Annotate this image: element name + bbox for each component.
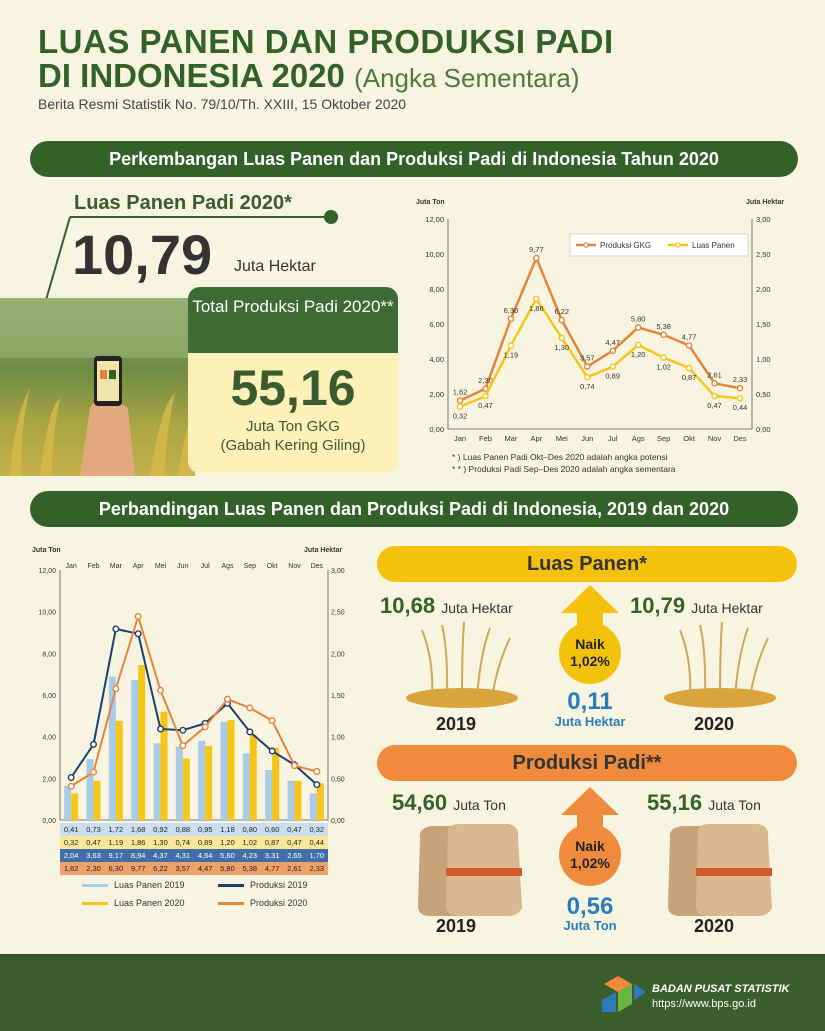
data-point xyxy=(269,718,275,724)
data-label: 6,30 xyxy=(503,305,519,315)
table-cell: 0,74 xyxy=(175,838,191,847)
table-cell: 0,47 xyxy=(287,838,302,847)
data-point xyxy=(457,404,462,409)
table-cell: 0,92 xyxy=(153,825,168,834)
luas-panen-value: 10,79 xyxy=(72,223,213,286)
x-tick-label: Apr xyxy=(530,434,543,443)
table-cell: 0,44 xyxy=(309,838,325,847)
left-tick-label: 0,00 xyxy=(42,818,56,824)
data-point xyxy=(247,705,253,711)
luas-panen-naik-badge xyxy=(559,622,621,684)
right-tick-label: 2,50 xyxy=(331,609,345,617)
table-cell: 1,86 xyxy=(130,838,146,847)
rice-sack-2019-icon xyxy=(410,818,530,918)
x-tick-label: Jan xyxy=(453,434,467,443)
data-point xyxy=(68,783,74,789)
x-tick-label: Des xyxy=(310,563,324,570)
page-title-line2 xyxy=(38,58,580,96)
page-title-year: DI INDONESIA 2020 xyxy=(38,57,345,94)
x-tick-label: Sep xyxy=(243,563,257,570)
left-axis-label: Juta Ton xyxy=(416,199,445,206)
bar xyxy=(295,781,302,820)
data-point xyxy=(202,724,208,730)
x-tick-label: Nov xyxy=(707,434,722,443)
page-title: LUAS PANEN DAN PRODUKSI PADI xyxy=(38,23,614,60)
bar xyxy=(317,783,324,820)
left-tick-label: 6,00 xyxy=(42,693,56,700)
luas-panen-pill: Luas Panen* xyxy=(377,546,797,582)
x-tick-label: Jan xyxy=(65,563,77,570)
data-label: 0,47 xyxy=(707,401,722,411)
x-tick-label: Feb xyxy=(478,434,492,443)
data-point xyxy=(737,396,742,401)
arrow-up-luas-icon xyxy=(561,585,619,625)
year-2019-label-produksi: 2019 xyxy=(436,916,477,936)
x-tick-label: Apr xyxy=(132,563,144,570)
produksi-2020-number: 55,16 xyxy=(647,790,703,815)
bar xyxy=(272,748,279,821)
table-cell: 1,20 xyxy=(220,838,235,847)
data-label: 0,32 xyxy=(452,411,468,421)
data-label: 9,77 xyxy=(529,245,544,255)
x-tick-label: Okt xyxy=(266,563,278,570)
table-cell: 6,22 xyxy=(153,864,168,873)
rice-plant-2019-icon xyxy=(402,620,522,710)
bar xyxy=(265,770,272,820)
left-tick-label: 8,00 xyxy=(429,285,444,294)
bar xyxy=(138,665,145,820)
table-cell: 0,87 xyxy=(264,838,280,847)
left-tick-label: 12,00 xyxy=(38,568,56,575)
right-tick-label: 3,00 xyxy=(756,215,771,224)
luas-panen-title: Luas Panen Padi 2020* xyxy=(74,192,292,214)
table-row-luas-2019 xyxy=(60,823,328,836)
data-label: 2,33 xyxy=(732,375,748,385)
data-label: 1,20 xyxy=(630,350,646,359)
data-label: 1,19 xyxy=(503,350,519,360)
left-tick-label: 10,00 xyxy=(38,609,56,617)
x-tick-label: Okt xyxy=(683,434,695,443)
data-point xyxy=(559,318,564,323)
x-tick-label: Nov xyxy=(288,563,301,570)
right-tick-label: 1,50 xyxy=(331,693,345,700)
produksi-title: Total Produksi Padi 2020** xyxy=(188,287,398,353)
left-tick-label: 8,00 xyxy=(42,651,56,659)
data-point xyxy=(269,748,275,754)
bar xyxy=(94,781,101,820)
data-point xyxy=(712,381,717,386)
chart-legend xyxy=(570,234,748,256)
right-tick-label: 0,00 xyxy=(331,818,345,824)
note-luas-panen: * ) Luas Panen Padi Okt–Des 2020 adalah angka potensi xyxy=(452,452,668,462)
data-point xyxy=(661,332,666,337)
naik-percent: 1,02% xyxy=(570,855,610,871)
x-tick-label: Ags xyxy=(221,563,234,570)
data-point xyxy=(135,614,141,620)
bps-name: BADAN PUSAT STATISTIK xyxy=(652,983,790,995)
table-cell: 0,60 xyxy=(264,825,280,834)
data-point xyxy=(636,342,641,347)
legend-swatch xyxy=(82,902,108,905)
bar xyxy=(154,743,161,820)
bar xyxy=(221,722,228,820)
x-tick-label: Ags xyxy=(631,434,645,443)
page-title-sub: (Angka Sementara) xyxy=(354,63,580,93)
series-line xyxy=(71,629,317,785)
data-point xyxy=(91,769,97,775)
table-cell: 9,17 xyxy=(108,851,124,860)
bar xyxy=(243,753,250,820)
rice-sack-2020-icon xyxy=(660,818,780,918)
left-tick-label: 12,00 xyxy=(425,215,444,224)
data-point xyxy=(534,296,539,301)
rice-field-illustration xyxy=(0,298,195,476)
chart-monthly-2020 xyxy=(412,194,788,450)
data-label: 0,87 xyxy=(681,373,697,383)
data-label: 1,62 xyxy=(452,387,468,397)
legend-label: Luas Panen xyxy=(692,241,735,250)
table-cell: 3,31 xyxy=(264,851,280,860)
left-tick-label: 10,00 xyxy=(425,250,444,259)
data-point xyxy=(585,364,590,369)
data-point xyxy=(636,325,641,330)
data-point xyxy=(661,355,666,360)
year-2020-label-produksi: 2020 xyxy=(694,916,735,936)
bar xyxy=(250,735,257,820)
data-label: 1,86 xyxy=(529,303,544,313)
bar xyxy=(198,741,205,820)
produksi-increase-value: 0,56 xyxy=(566,893,614,920)
right-tick-label: 0,50 xyxy=(756,390,771,399)
arrow-up-produksi-icon xyxy=(561,787,619,827)
table-cell: 4,23 xyxy=(242,851,258,860)
table-cell: 1,02 xyxy=(242,838,258,847)
series-line xyxy=(460,299,740,407)
produksi-2020-value xyxy=(647,790,761,816)
naik-label: Naik xyxy=(575,838,605,854)
legend-produksi-2020 xyxy=(218,898,308,908)
produksi-pill: Produksi Padi** xyxy=(377,745,797,781)
bar xyxy=(116,721,123,820)
data-label: 0,44 xyxy=(732,403,748,413)
legend-swatch xyxy=(218,884,244,887)
produksi-2019-number: 54,60 xyxy=(392,790,448,815)
data-point xyxy=(610,364,615,369)
data-label: 1,30 xyxy=(554,343,570,352)
left-tick-label: 2,00 xyxy=(42,776,56,784)
luas-panen-2019-unit: Juta Hektar xyxy=(441,600,513,616)
table-cell: 3,63 xyxy=(86,851,101,860)
bps-url[interactable]: https://www.bps.go.id xyxy=(652,998,756,1010)
left-tick-label: 6,00 xyxy=(429,320,444,329)
legend-label: Luas Panen 2020 xyxy=(114,898,185,908)
bar xyxy=(71,793,78,820)
legend-luas-2019 xyxy=(82,880,185,890)
data-point xyxy=(247,729,253,735)
x-tick-label: Jul xyxy=(200,563,210,570)
data-point xyxy=(457,398,462,403)
table-cell: 5,38 xyxy=(242,864,258,873)
data-label: 5,38 xyxy=(656,321,671,331)
right-axis-label: Juta Hektar xyxy=(304,547,343,554)
table-cell: 1,18 xyxy=(220,825,235,834)
legend-swatch xyxy=(218,902,244,905)
year-2020-label: 2020 xyxy=(694,714,735,734)
rice-field-photo xyxy=(0,298,195,476)
x-tick-label: Feb xyxy=(87,563,100,570)
data-point xyxy=(314,782,320,788)
table-cell: 1,68 xyxy=(130,825,146,834)
right-tick-label: 0,00 xyxy=(756,425,771,434)
note-produksi: * * ) Produksi Padi Sep–Des 2020 adalah angka sementara xyxy=(452,464,676,474)
left-tick-label: 2,00 xyxy=(429,390,444,399)
produksi-2020-unit: Juta Ton xyxy=(708,797,761,813)
table-cell: 0,88 xyxy=(175,825,191,834)
legend-luas-2020 xyxy=(82,898,185,908)
x-tick-label: Des xyxy=(733,434,747,443)
luas-panen-2020-value xyxy=(630,593,763,619)
bar xyxy=(288,781,295,820)
rice-plant-2020-icon xyxy=(660,620,780,710)
table-cell: 0,32 xyxy=(63,838,79,847)
luas-panen-2019-value xyxy=(380,593,513,619)
naik-label: Naik xyxy=(575,636,605,652)
legend-label: Produksi 2020 xyxy=(250,898,308,908)
right-tick-label: 1,00 xyxy=(756,355,771,364)
bps-logo-icon xyxy=(598,972,648,1016)
produksi-2019-unit: Juta Ton xyxy=(453,797,506,813)
data-point xyxy=(314,769,320,775)
table-cell: 2,04 xyxy=(63,851,79,860)
luas-panen-unit: Juta Hektar xyxy=(234,258,316,275)
table-cell: 2,61 xyxy=(287,864,302,873)
right-tick-label: 3,00 xyxy=(331,568,345,575)
x-tick-label: Mar xyxy=(109,563,122,570)
left-tick-label: 0,00 xyxy=(429,425,444,434)
bar xyxy=(228,720,235,820)
table-cell: 4,77 xyxy=(264,864,280,873)
data-point xyxy=(686,343,691,348)
data-label: 3,57 xyxy=(579,353,595,363)
data-point xyxy=(534,255,539,260)
table-cell: 9,77 xyxy=(130,864,146,873)
luas-panen-2020-number: 10,79 xyxy=(630,593,686,618)
table-row-produksi-2020 xyxy=(60,862,328,875)
right-tick-label: 2,00 xyxy=(331,651,345,659)
table-cell: 1,30 xyxy=(153,838,168,847)
x-tick-label: Mei xyxy=(555,434,568,443)
data-point xyxy=(585,375,590,380)
right-tick-label: 1,50 xyxy=(756,320,771,329)
left-tick-label: 4,00 xyxy=(429,355,444,364)
data-point xyxy=(225,696,231,702)
table-cell: 4,47 xyxy=(197,864,213,873)
x-tick-label: Jun xyxy=(581,434,594,443)
comparison-table xyxy=(60,823,328,875)
data-point xyxy=(508,316,513,321)
table-cell: 0,47 xyxy=(86,838,101,847)
data-label: 2,61 xyxy=(707,370,722,380)
bar xyxy=(183,758,190,820)
legend-marker xyxy=(584,243,588,247)
table-row-produksi-2019 xyxy=(60,849,328,862)
section2-banner: Perbandingan Luas Panen dan Produksi Padi di Indonesia, 2019 dan 2020 xyxy=(30,491,798,527)
bar xyxy=(176,747,183,820)
data-point xyxy=(508,343,513,348)
bar xyxy=(87,759,94,820)
produksi-unit-desc: (Gabah Kering Giling) xyxy=(220,437,366,454)
table-cell: 2,33 xyxy=(309,864,325,873)
table-cell: 5,60 xyxy=(220,851,235,860)
data-point xyxy=(113,626,119,632)
produksi-body xyxy=(188,353,398,473)
legend-label: Luas Panen 2019 xyxy=(114,880,185,890)
table-cell: 1,62 xyxy=(63,864,79,873)
right-tick-label: 2,50 xyxy=(756,250,771,259)
data-label: 4,47 xyxy=(605,337,621,347)
luas-panen-increase-value: 0,11 xyxy=(567,688,613,715)
produksi-box xyxy=(188,287,398,473)
table-cell: 1,70 xyxy=(309,851,325,860)
data-point xyxy=(559,335,564,340)
table-cell: 1,72 xyxy=(108,825,124,834)
data-label: 4,77 xyxy=(681,332,697,342)
table-cell: 4,37 xyxy=(153,851,168,860)
legend-swatch xyxy=(82,884,108,887)
x-tick-label: Jul xyxy=(607,434,618,443)
luas-panen-2019-number: 10,68 xyxy=(380,593,436,618)
data-point xyxy=(135,631,141,637)
table-cell: 0,80 xyxy=(242,825,258,834)
data-point xyxy=(610,348,615,353)
data-point xyxy=(686,366,691,371)
data-point xyxy=(91,742,97,748)
right-tick-label: 2,00 xyxy=(756,285,771,294)
data-point xyxy=(292,763,298,769)
legend-label: Produksi GKG xyxy=(600,241,652,250)
data-label: 2,30 xyxy=(478,375,493,385)
data-point xyxy=(158,726,164,732)
table-row-luas-2020 xyxy=(60,836,328,849)
table-cell: 0,41 xyxy=(63,825,79,834)
right-tick-label: 1,00 xyxy=(331,734,345,742)
section1-banner: Perkembangan Luas Panen dan Produksi Padi di Indonesia Tahun 2020 xyxy=(30,141,798,177)
table-cell: 0,73 xyxy=(86,825,101,834)
chart-comparison-2019-2020 xyxy=(18,540,358,824)
x-tick-label: Mei xyxy=(154,563,167,570)
bar xyxy=(131,680,138,820)
left-tick-label: 4,00 xyxy=(42,734,56,742)
table-cell: 6,30 xyxy=(108,864,124,873)
right-tick-label: 0,50 xyxy=(331,776,345,784)
data-label: 5,80 xyxy=(630,314,646,324)
brs-reference: Berita Resmi Statistik No. 79/10/Th. XXIII, 15 Oktober 2020 xyxy=(38,96,407,112)
data-label: 6,22 xyxy=(554,307,570,317)
x-tick-label: Mar xyxy=(504,434,518,443)
data-point xyxy=(68,775,74,781)
table-cell: 0,95 xyxy=(197,825,213,834)
produksi-unit: Juta Ton GKG xyxy=(246,418,340,435)
table-cell: 8,94 xyxy=(130,851,146,860)
luas-panen-2020-unit: Juta Hektar xyxy=(691,600,763,616)
legend-marker xyxy=(676,243,680,247)
table-cell: 3,57 xyxy=(175,864,191,873)
table-cell: 5,80 xyxy=(220,864,235,873)
data-label: 0,74 xyxy=(579,382,595,392)
data-point xyxy=(712,394,717,399)
luas-panen-increase-unit: Juta Hektar xyxy=(554,714,626,729)
table-cell: 0,89 xyxy=(197,838,213,847)
year-2019-label: 2019 xyxy=(436,714,477,734)
table-cell: 2,30 xyxy=(86,864,101,873)
x-tick-label: Jun xyxy=(177,563,189,570)
data-label: 1,02 xyxy=(656,362,671,372)
produksi-value: 55,16 xyxy=(230,360,356,416)
table-cell: 2,65 xyxy=(287,851,302,860)
produksi-naik-badge xyxy=(559,824,621,886)
produksi-2019-value xyxy=(392,790,506,816)
data-point xyxy=(737,386,742,391)
series-line xyxy=(71,616,317,786)
table-cell: 4,64 xyxy=(197,851,213,860)
naik-percent: 1,02% xyxy=(570,653,610,669)
table-cell: 1,19 xyxy=(108,838,124,847)
legend-label: Produksi 2019 xyxy=(250,880,308,890)
data-point xyxy=(180,727,186,733)
left-axis-label: Juta Ton xyxy=(32,547,61,554)
bar xyxy=(310,793,317,820)
x-tick-label: Sep xyxy=(656,434,671,443)
data-label: 0,47 xyxy=(478,401,493,411)
data-point xyxy=(180,743,186,749)
table-cell: 0,32 xyxy=(309,825,325,834)
bar xyxy=(64,786,71,820)
right-axis-label: Juta Hektar xyxy=(746,199,785,206)
table-cell: 0,47 xyxy=(287,825,302,834)
data-point xyxy=(483,394,488,399)
data-label: 0,89 xyxy=(605,371,621,381)
legend-produksi-2019 xyxy=(218,880,308,890)
bar xyxy=(205,746,212,820)
table-cell: 4,31 xyxy=(175,851,191,860)
produksi-increase-unit: Juta Ton xyxy=(563,918,617,933)
data-point xyxy=(158,688,164,694)
data-point xyxy=(113,686,119,692)
